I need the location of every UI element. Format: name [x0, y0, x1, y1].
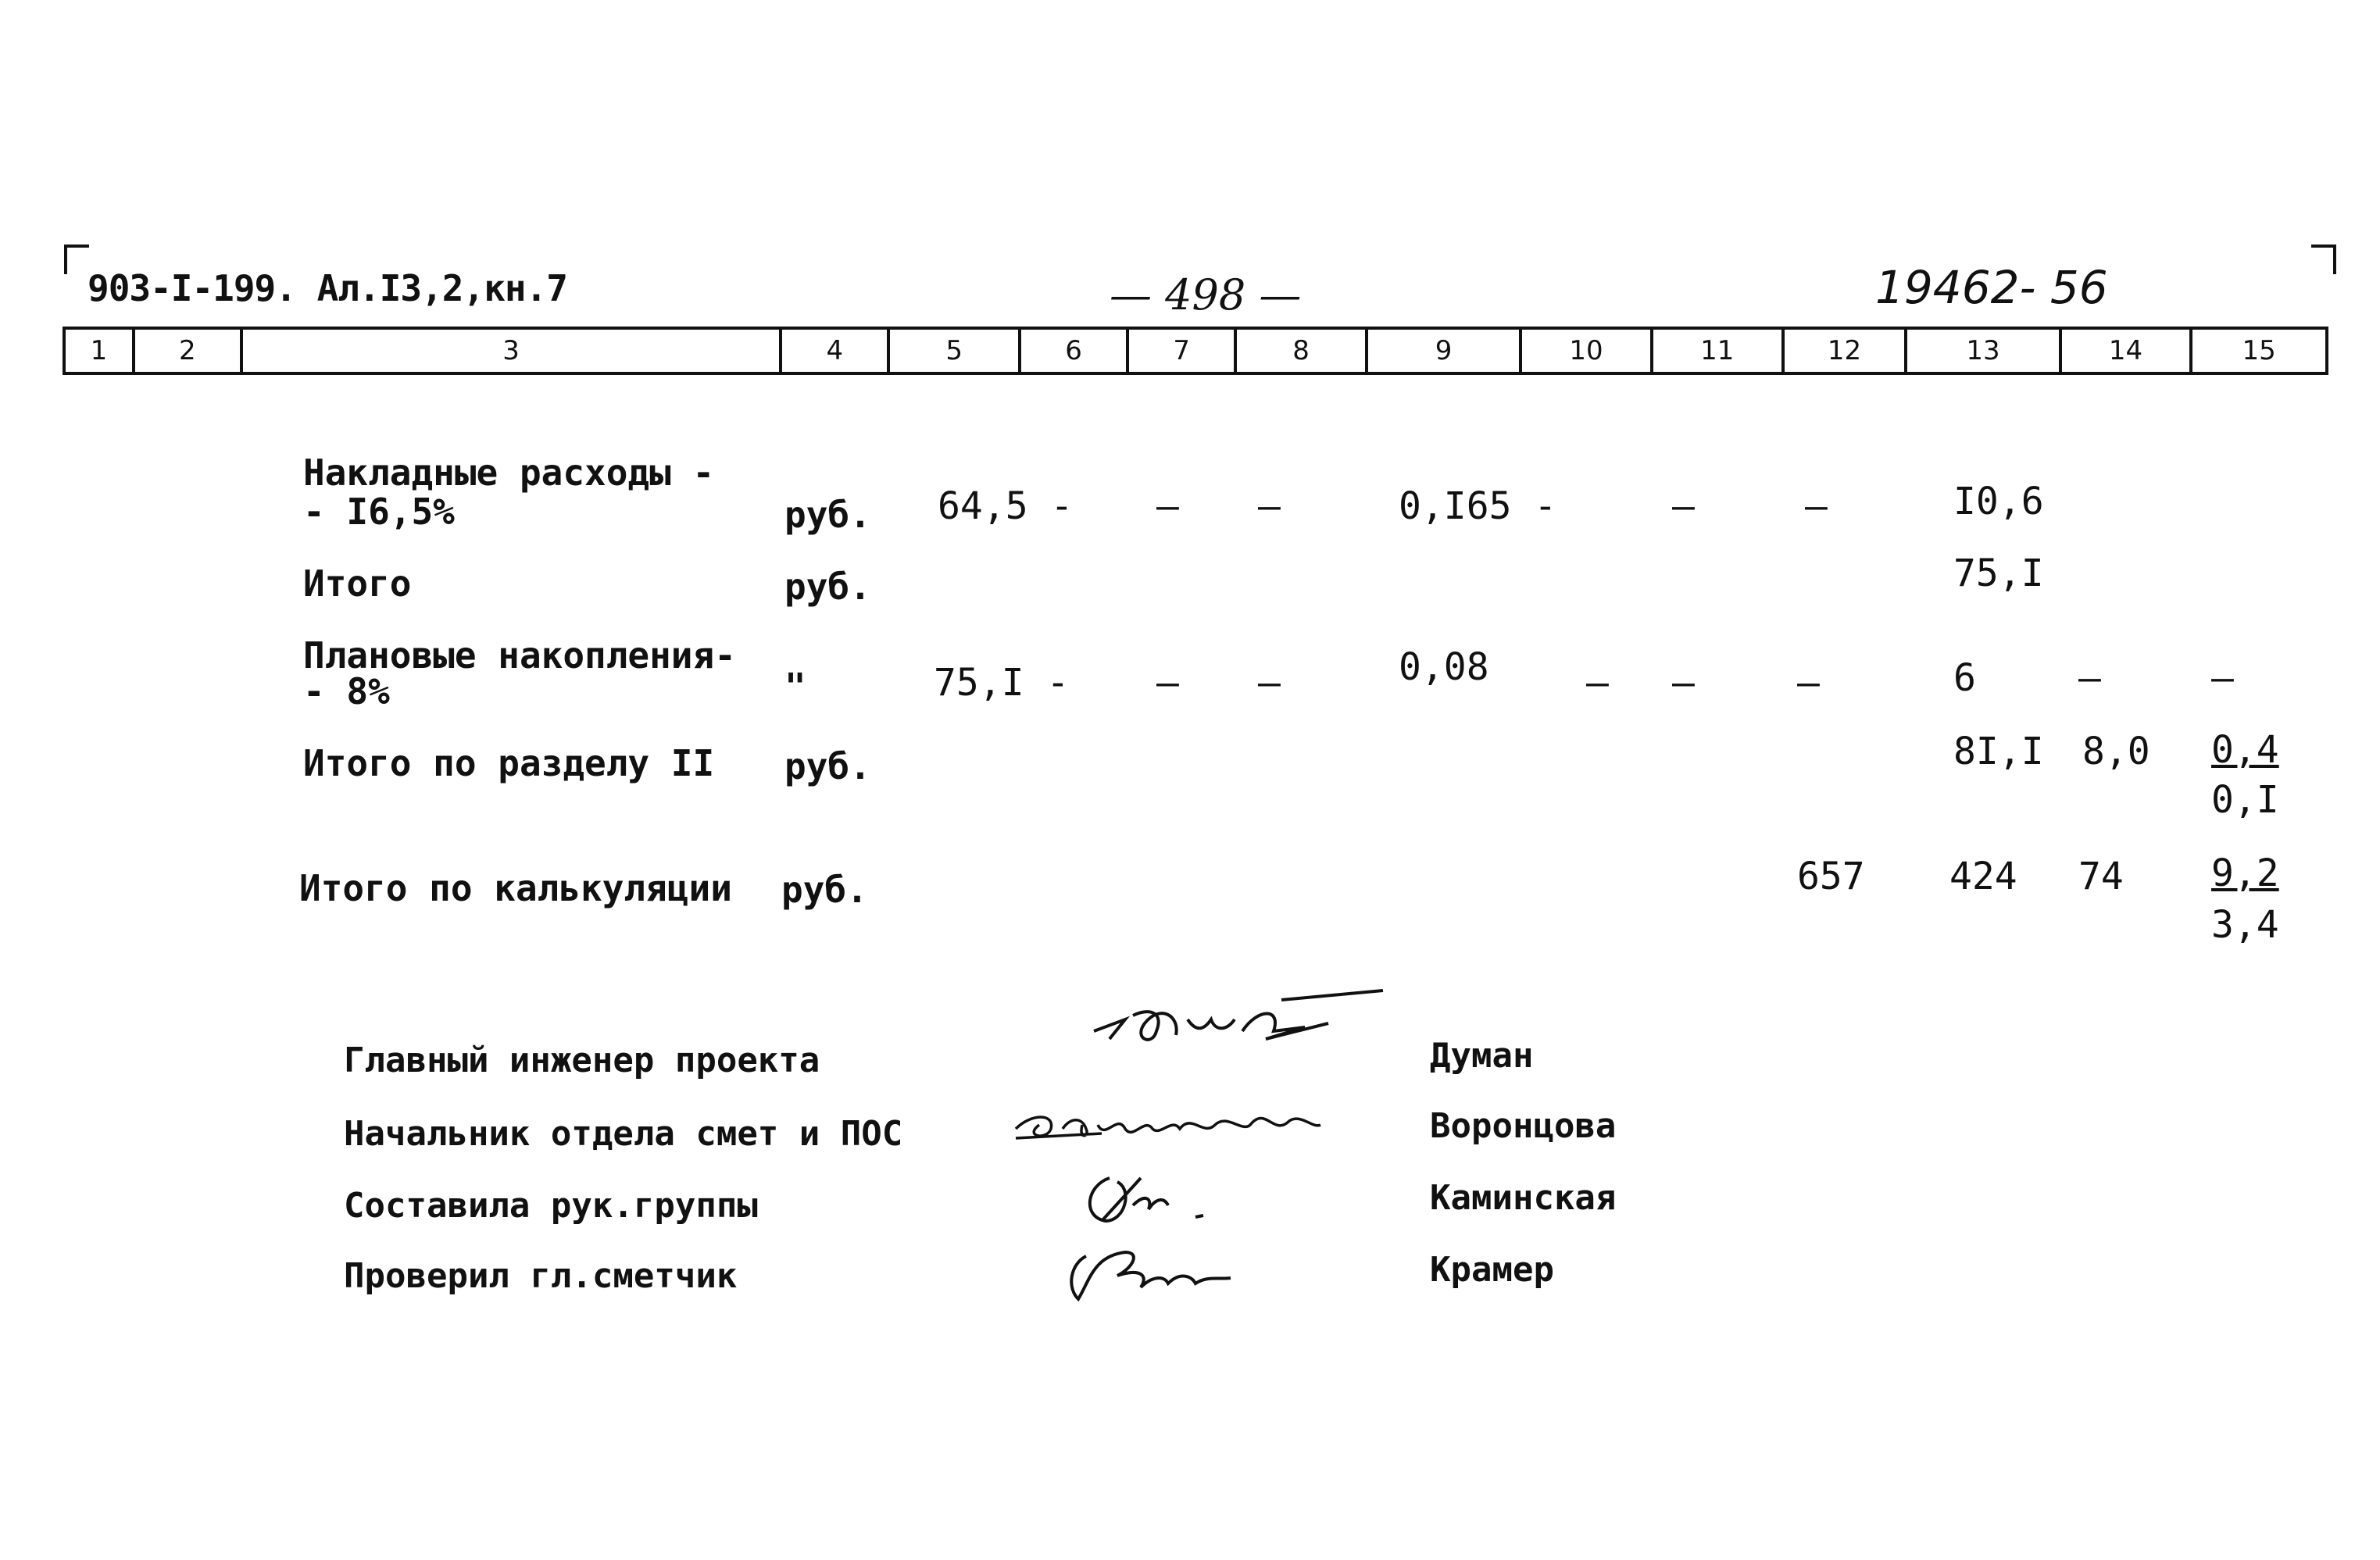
signature-name: Думан	[1430, 1036, 1534, 1076]
column-number: 9	[1368, 330, 1522, 372]
signature-role: Проверил гл.сметчик	[344, 1256, 738, 1296]
value-cell: 6	[1953, 656, 1976, 700]
unit-cell: руб.	[781, 869, 868, 911]
fraction-numerator: 9,2	[2211, 851, 2279, 895]
fraction-denominator: 3,4	[2211, 903, 2279, 947]
row-label: Накладные расходы -	[303, 452, 715, 494]
column-number: 12	[1785, 330, 1908, 372]
value-cell: –	[1797, 661, 1820, 705]
signature-name: Воронцова	[1430, 1106, 1617, 1146]
value-cell: –	[1258, 661, 1281, 705]
value-cell: I0,6	[1953, 480, 2044, 523]
row-label: Итого	[303, 562, 412, 605]
unit-cell: руб.	[784, 745, 871, 787]
value-cell: 0,08	[1399, 645, 1489, 689]
signature-role: Составила рук.группы	[344, 1186, 758, 1226]
document-code: 903-I-199. Ал.I3,2,кн.7	[88, 267, 567, 309]
value-cell: –	[1156, 484, 1179, 528]
column-number: 4	[782, 330, 890, 372]
unit-cell: руб.	[784, 494, 871, 536]
value-cell: 8,0	[2082, 730, 2150, 773]
sheet-number: 19462- 56	[1875, 261, 2108, 314]
row-label: Плановые накопления-	[303, 634, 736, 676]
fraction-numerator: 0,4	[2211, 728, 2279, 772]
value-cell: –	[1156, 661, 1179, 705]
column-number: 2	[135, 330, 243, 372]
signature-role: Начальник отдела смет и ПОС	[344, 1114, 903, 1154]
value-cell: 75,I -	[934, 661, 1070, 705]
value-cell: –	[1672, 661, 1695, 705]
value-cell: –	[2211, 656, 2234, 700]
column-number: 5	[890, 330, 1021, 372]
page-number: — 498 —	[1110, 270, 1302, 319]
column-number: 6	[1021, 330, 1129, 372]
value-cell: 74	[2078, 855, 2124, 898]
signature-name: Каминская	[1430, 1178, 1617, 1218]
value-cell: 657	[1797, 855, 1865, 898]
signature-name: Крамер	[1430, 1250, 1554, 1290]
column-number: 10	[1522, 330, 1653, 372]
handwritten-signature	[1078, 984, 1391, 1070]
value-cell: 75,I	[1953, 552, 2044, 595]
handwritten-signature	[1078, 1162, 1235, 1233]
unit-cell: "	[784, 666, 806, 708]
handwritten-signature	[1008, 1090, 1336, 1152]
unit-cell: руб.	[784, 566, 871, 608]
column-number: 1	[66, 330, 135, 372]
row-label: Итого по калькуляции	[299, 867, 732, 909]
column-number: 11	[1653, 330, 1785, 372]
column-number: 3	[243, 330, 782, 372]
value-cell: –	[1672, 484, 1695, 528]
value-cell: –	[1805, 484, 1828, 528]
value-cell: –	[1258, 484, 1281, 528]
value-cell: 8I,I	[1953, 730, 2044, 773]
column-number: 13	[1907, 330, 2061, 372]
value-cell: 0,I65 -	[1399, 484, 1557, 528]
column-number: 15	[2242, 335, 2276, 366]
corner-mark-right	[2311, 245, 2336, 274]
corner-mark-left	[64, 245, 89, 274]
column-number: 7	[1129, 330, 1237, 372]
column-number: 8	[1237, 330, 1368, 372]
column-number: 14	[2062, 330, 2193, 372]
row-label: Итого по разделу II	[303, 742, 715, 784]
value-cell: 64,5 -	[938, 484, 1074, 528]
handwritten-signature	[1055, 1233, 1274, 1311]
row-label-continuation: - 8%	[303, 670, 390, 712]
row-label-continuation: - I6,5%	[303, 491, 455, 533]
fraction-denominator: 0,I	[2211, 778, 2279, 822]
value-cell: 424	[1949, 855, 2017, 898]
column-number-strip	[63, 327, 2328, 375]
signature-role: Главный инженер проекта	[344, 1041, 820, 1080]
value-cell: –	[2078, 656, 2101, 700]
value-cell: –	[1586, 661, 1609, 705]
